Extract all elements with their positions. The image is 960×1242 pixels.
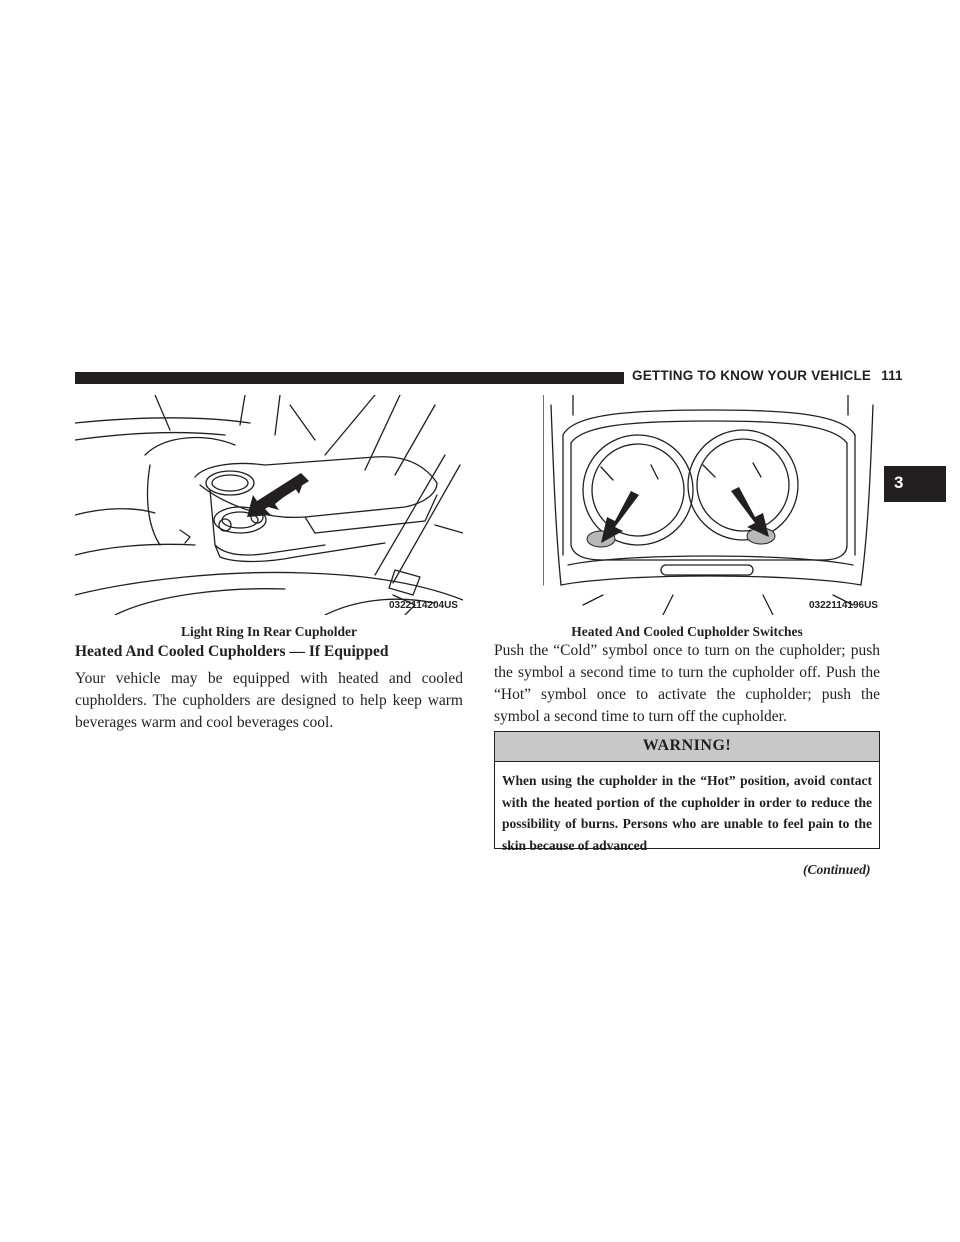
figure-caption-1: Light Ring In Rear Cupholder [180, 624, 358, 639]
cupholder-switches-illustration [543, 395, 880, 615]
running-header [632, 368, 903, 383]
continued-label: (Continued) [803, 862, 871, 877]
chapter-number: 3 [894, 473, 904, 492]
warning-body: When using the cupholder in the “Hot” position, avoid contact with the heated portion of the cupholder in order to reduce the possibility of burns. Persons who are unable to feel pain to the skin because of advanced [502, 773, 872, 853]
figure-caption-2: Heated And Cooled Cupholder Switches [571, 624, 803, 639]
right-paragraph: Push the “Cold” symbol once to turn on the cupholder; push the symbol a second time to turn the cupholder off. Push the “Hot” symbol once to activate the cupholder; push the symbol a second time to turn off the cupholder. [494, 642, 880, 725]
chapter-tab [884, 466, 946, 502]
figure-cupholder-switches [543, 395, 880, 615]
section-heading: Heated And Cooled Cupholders — If Equipped [75, 643, 389, 660]
header-rule [75, 372, 624, 384]
left-paragraph: Your vehicle may be equipped with heated and cooled cupholders. The cupholders are designed to help keep warm beverages warm and cool beverages cool. [75, 670, 463, 731]
figure-code-1: 0322114204US [389, 600, 458, 611]
rear-cupholder-illustration [75, 395, 463, 615]
section-title: GETTING TO KNOW YOUR VEHICLE [632, 368, 872, 383]
warning-box [494, 731, 880, 853]
page-number: 111 [881, 368, 903, 383]
figure-code-2: 0322114196US [809, 600, 878, 611]
warning-title: WARNING! [495, 732, 879, 762]
figure-rear-cupholder [75, 395, 463, 615]
